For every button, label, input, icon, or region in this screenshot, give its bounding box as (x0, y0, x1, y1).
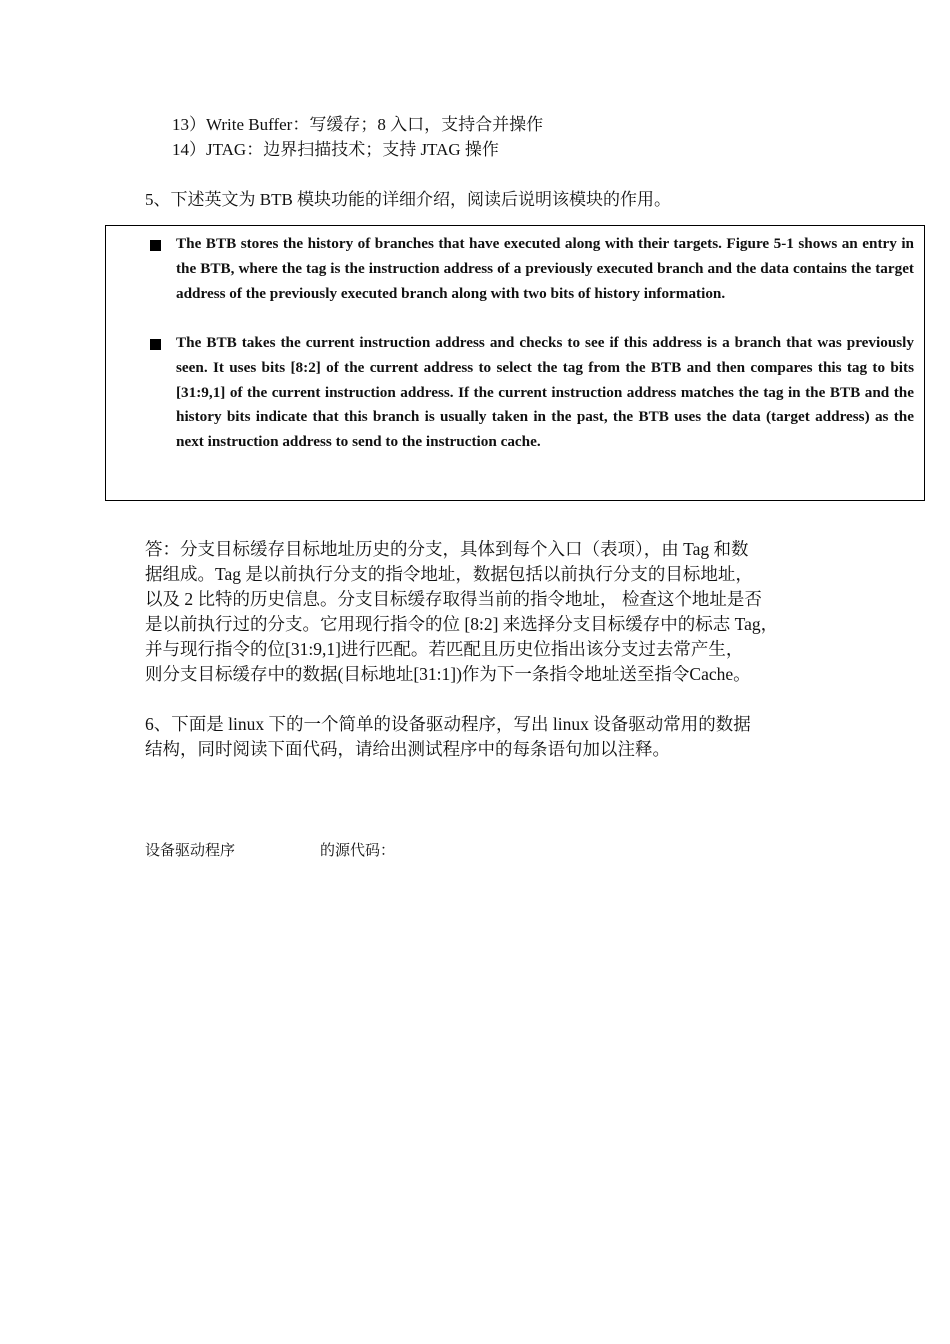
question-6-line-1: 6、下面是 linux 下的一个简单的设备驱动程序，写出 linux 设备驱动常用的数据 (145, 714, 751, 734)
source-label-right: 的源代码： (320, 843, 396, 859)
square-bullet-icon (150, 339, 161, 350)
answer-line-1: 答：分支目标缓存目标地址历史的分支，具体到每个入口（表项），由 Tag 和数 (145, 539, 749, 559)
question-6-line-2: 结构，同时阅读下面代码，请给出测试程序中的每条语句加以注释。 (145, 739, 670, 759)
btb-description-box (105, 225, 925, 501)
answer-line-4: 是以前执行过的分支。它用现行指令的位 [8:2] 来选择分支目标缓存中的标志 Tag， (145, 614, 779, 634)
question-5: 5、下述英文为 BTB 模块功能的详细介绍，阅读后说明该模块的作用。 (145, 190, 672, 209)
item-13-write-buffer: 13）Write Buffer：写缓存；8 入口，支持合并操作 (172, 115, 544, 134)
btb-bullet-2-text: The BTB takes the current instruction address and checks to see if this address is a branch that was previously seen. It uses bits [8:2] of the current address to select the tag from the BTB and then compares this tag to bits [31:9,1] of the current instruction address. If the current instruction address matches the tag in the BTB and the history bits indicate that this branch is usually taken in the past, the BTB uses the data (target address) as the next instruction address to send to the instruction cache. (176, 334, 914, 451)
answer-line-2: 据组成。Tag 是以前执行分支的指令地址，数据包括以前执行分支的目标地址， (145, 564, 753, 584)
answer-line-5: 并与现行指令的位[31:9,1]进行匹配。若匹配且历史位指出该分支过去常产生， (145, 639, 744, 659)
btb-bullet-1-text: The BTB stores the history of branches that have executed along with their targets. Figure 5-1 shows an entry in the BTB, where the tag is the instruction address of a previously executed branch and the data contains the target address of the previously executed branch along with two bits of history information. (176, 235, 914, 302)
answer-line-6: 则分支目标缓存中的数据(目标地址[31:1])作为下一条指令地址送至指令Cache。 (145, 664, 751, 684)
item-14-jtag: 14）JTAG：边界扫描技术；支持 JTAG 操作 (172, 140, 499, 159)
answer-line-3: 以及 2 比特的历史信息。分支目标缓存取得当前的指令地址， 检查这个地址是否 (145, 589, 762, 609)
square-bullet-icon (150, 240, 161, 251)
source-label-left: 设备驱动程序 (145, 843, 236, 859)
